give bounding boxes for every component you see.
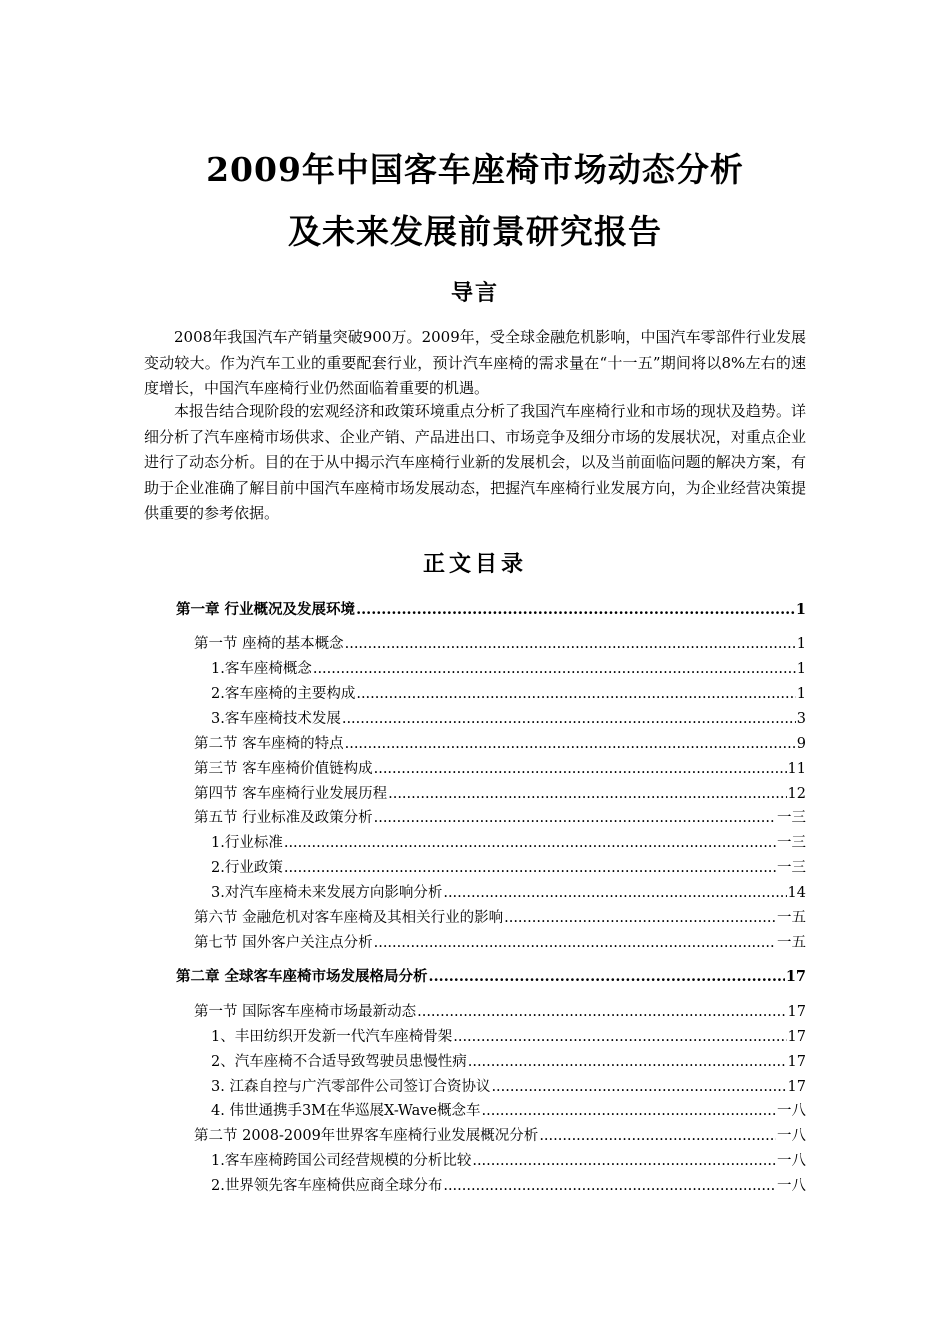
toc-entry-section[interactable] bbox=[194, 933, 806, 953]
toc-entry-subsection[interactable] bbox=[211, 709, 806, 729]
toc-leader-dots bbox=[417, 1002, 786, 1022]
toc-entry-title: 第二节 客车座椅的特点 bbox=[194, 736, 344, 752]
report-title-line1: 2009年中国客车座椅市场动态分析 bbox=[206, 150, 744, 189]
toc-entry-section[interactable] bbox=[194, 634, 806, 654]
toc-entry-section[interactable] bbox=[194, 784, 806, 804]
toc-leader-dots bbox=[504, 908, 776, 928]
toc-leader-dots bbox=[443, 1176, 776, 1196]
toc-leader-dots bbox=[539, 1126, 776, 1146]
toc-entry-subsection[interactable] bbox=[211, 684, 806, 704]
toc-leader-dots bbox=[345, 634, 796, 654]
toc-entry-subsection[interactable] bbox=[211, 833, 806, 853]
toc-entry-title: 2.行业政策 bbox=[211, 860, 283, 876]
report-title-line2: 及未来发展前景研究报告 bbox=[288, 212, 662, 251]
toc-entry-section[interactable] bbox=[194, 1126, 806, 1146]
toc-entry-title: 第四节 客车座椅行业发展历程 bbox=[194, 786, 388, 802]
toc-leader-dots bbox=[356, 600, 795, 620]
intro-heading: 导言 bbox=[450, 280, 499, 306]
toc-entry-page: 1 bbox=[795, 601, 806, 618]
toc-entry-page: 17 bbox=[787, 1004, 806, 1020]
toc-leader-dots bbox=[472, 1151, 776, 1171]
toc-leader-dots bbox=[345, 734, 796, 754]
toc-entry-subsection[interactable] bbox=[211, 1101, 806, 1121]
toc-entry-title: 第一节 国际客车座椅市场最新动态 bbox=[194, 1004, 417, 1020]
toc-entry-title: 3.对汽车座椅未来发展方向影响分析 bbox=[211, 885, 443, 901]
toc-entry-title: 1.客车座椅概念 bbox=[211, 661, 312, 677]
toc-entry-title: 2、汽车座椅不合适导致驾驶员患慢性病 bbox=[211, 1054, 467, 1070]
toc-entry-page: 一八 bbox=[777, 1153, 806, 1169]
toc-entry-subsection[interactable] bbox=[211, 858, 806, 878]
toc-entry-page: 一三 bbox=[777, 810, 806, 826]
toc-entry-section[interactable] bbox=[194, 734, 806, 754]
toc-leader-dots bbox=[429, 967, 785, 987]
toc-entry-subsection[interactable] bbox=[211, 1151, 806, 1171]
toc-entry-title: 1.客车座椅跨国公司经营规模的分析比较 bbox=[211, 1153, 472, 1169]
toc-entry-page: 1 bbox=[796, 661, 806, 677]
toc-entry-section[interactable] bbox=[194, 759, 806, 779]
toc-entry-page: 17 bbox=[787, 1029, 806, 1045]
toc-leader-dots bbox=[374, 759, 787, 779]
toc-entry-page: 14 bbox=[787, 885, 806, 901]
toc-entry-title: 3. 江森自控与广汽零部件公司签订合资协议 bbox=[211, 1079, 491, 1095]
toc-leader-dots bbox=[388, 784, 786, 804]
toc-entry-title: 第六节 金融危机对客车座椅及其相关行业的影响 bbox=[194, 910, 504, 926]
toc-entry-subsection[interactable] bbox=[211, 1077, 806, 1097]
toc-entry-chapter[interactable] bbox=[176, 600, 806, 620]
toc-entry-subsection[interactable] bbox=[211, 883, 806, 903]
toc-leader-dots bbox=[284, 858, 776, 878]
toc-entry-page: 1 bbox=[796, 636, 806, 652]
toc-entry-section[interactable] bbox=[194, 1002, 806, 1022]
toc-entry-page: 一八 bbox=[777, 1178, 806, 1194]
toc-leader-dots bbox=[374, 933, 776, 953]
toc-entry-title: 1.行业标准 bbox=[211, 835, 283, 851]
toc-entry-page: 3 bbox=[796, 711, 806, 727]
toc-entry-title: 2.客车座椅的主要构成 bbox=[211, 686, 356, 702]
toc-leader-dots bbox=[491, 1077, 786, 1097]
intro-paragraph: 本报告结合现阶段的宏观经济和政策环境重点分析了我国汽车座椅行业和市场的现状及趋势。详细分析了汽车座椅市场供求、企业产销、产品进出口、市场竞争及细分市场的发展状况，对重点企业进行了动态分析。目的在于从中揭示汽车座椅行业新的发展机会，以及当前面临问题的解决方案，有助于企业准确了解目前中国汽车座椅市场发展动态，把握汽车座椅行业发展方向，为企业经营决策提供重要的参考依据。 bbox=[144, 402, 806, 522]
toc-entry-page: 一三 bbox=[777, 860, 806, 876]
toc-entry-title: 第五节 行业标准及政策分析 bbox=[194, 810, 373, 826]
toc-entry-page: 9 bbox=[796, 736, 806, 752]
toc-entry-page: 一五 bbox=[777, 910, 806, 926]
toc-entry-page: 一三 bbox=[777, 835, 806, 851]
toc-entry-title: 第七节 国外客户关注点分析 bbox=[194, 935, 373, 951]
toc-entry-section[interactable] bbox=[194, 808, 806, 828]
toc-entry-title: 第一节 座椅的基本概念 bbox=[194, 636, 344, 652]
toc-entry-page: 17 bbox=[785, 968, 806, 985]
toc-leader-dots bbox=[374, 808, 776, 828]
toc-leader-dots bbox=[342, 709, 796, 729]
toc-entry-subsection[interactable] bbox=[211, 1176, 806, 1196]
toc-entry-page: 11 bbox=[787, 761, 806, 777]
toc-entry-page: 一八 bbox=[777, 1103, 806, 1119]
toc-entry-page: 17 bbox=[787, 1054, 806, 1070]
toc-entry-page: 17 bbox=[787, 1079, 806, 1095]
toc-entry-title: 第二节 2008-2009年世界客车座椅行业发展概况分析 bbox=[194, 1128, 539, 1144]
toc-entry-page: 一八 bbox=[777, 1128, 806, 1144]
toc-leader-dots bbox=[284, 833, 776, 853]
toc-entry-chapter[interactable] bbox=[176, 967, 806, 987]
toc-entry-page: 1 bbox=[796, 686, 806, 702]
toc-entry-subsection[interactable] bbox=[211, 1027, 806, 1047]
toc-leader-dots bbox=[443, 883, 786, 903]
toc-leader-dots bbox=[482, 1101, 777, 1121]
toc-entry-page: 12 bbox=[787, 786, 806, 802]
toc-entry-subsection[interactable] bbox=[211, 659, 806, 679]
toc-entry-subsection[interactable] bbox=[211, 1052, 806, 1072]
intro-paragraph: 2008年我国汽车产销量突破900万。2009年，受全球金融危机影响，中国汽车零部件行业发展变动较大。作为汽车工业的重要配套行业，预计汽车座椅的需求量在“十一五”期间将以8%左右的速度增长，中国汽车座椅行业仍然面临着重要的机遇。 bbox=[144, 328, 806, 397]
toc-leader-dots bbox=[356, 684, 795, 704]
toc-leader-dots bbox=[453, 1027, 786, 1047]
toc-leader-dots bbox=[313, 659, 796, 679]
toc-entry-section[interactable] bbox=[194, 908, 806, 928]
toc-entry-title: 第一章 行业概况及发展环境 bbox=[176, 601, 356, 618]
toc-heading: 正文目录 bbox=[422, 551, 527, 577]
toc-entry-title: 3.客车座椅技术发展 bbox=[211, 711, 341, 727]
toc-entry-title: 2.世界领先客车座椅供应商全球分布 bbox=[211, 1178, 443, 1194]
toc-entry-title: 1、丰田纺织开发新一代汽车座椅骨架 bbox=[211, 1029, 453, 1045]
toc-entry-title: 第三节 客车座椅价值链构成 bbox=[194, 761, 373, 777]
toc-entry-title: 4. 伟世通携手3M在华巡展X-Wave概念车 bbox=[211, 1103, 481, 1119]
toc-entry-page: 一五 bbox=[777, 935, 806, 951]
toc-entry-title: 第二章 全球客车座椅市场发展格局分析 bbox=[176, 968, 428, 985]
toc-leader-dots bbox=[468, 1052, 787, 1072]
